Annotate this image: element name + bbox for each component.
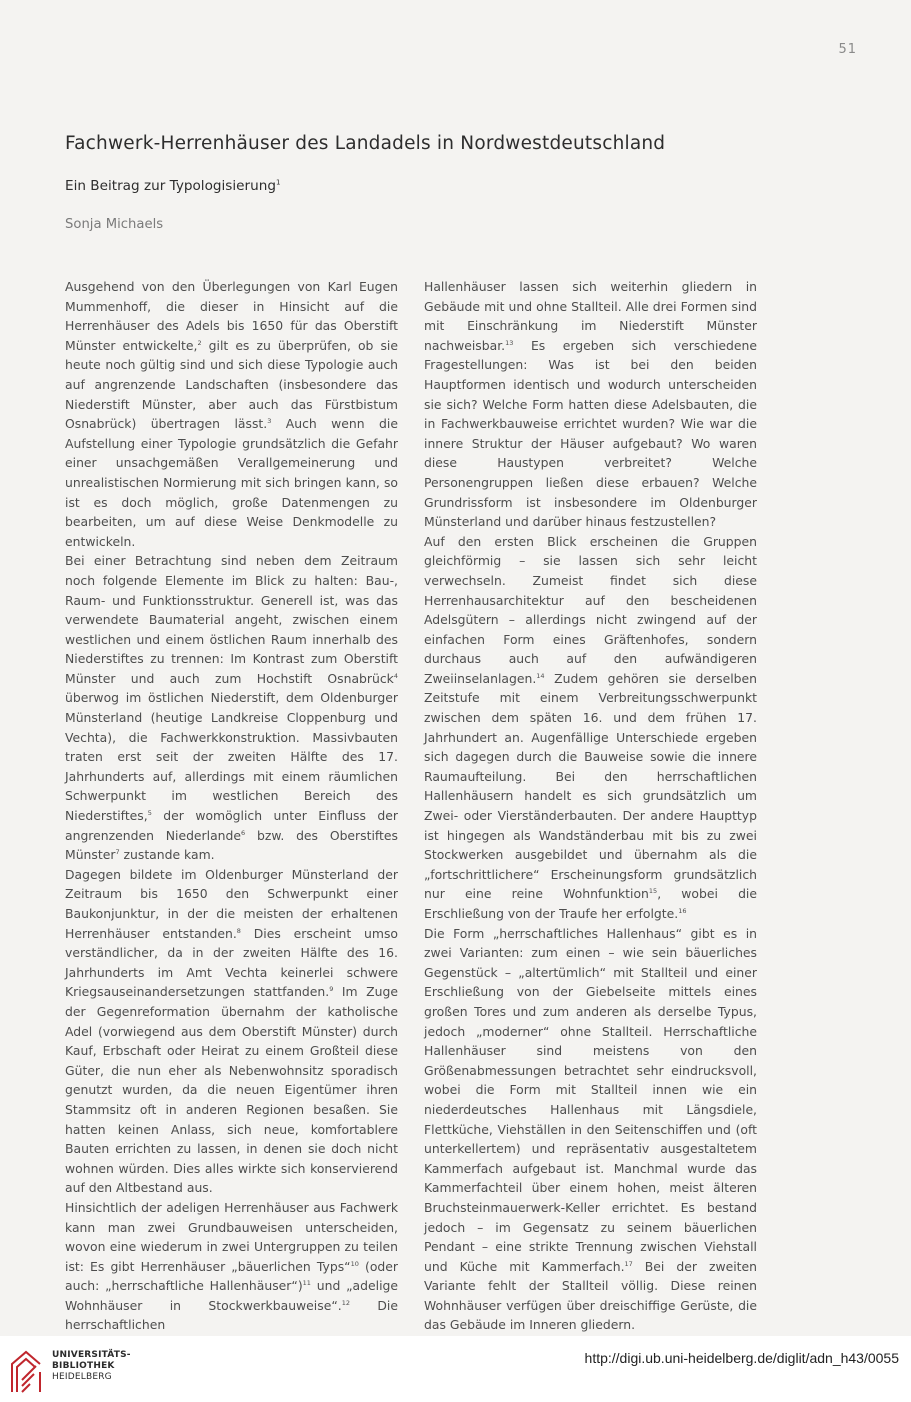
footnote-ref[interactable]: 16 xyxy=(678,906,687,915)
footnote-ref[interactable]: 13 xyxy=(505,338,514,347)
paragraph-text: (oder auch: „herrschaftliche Hallenhäuser“) xyxy=(65,1258,399,1294)
paragraph-text: zustande kam. xyxy=(119,847,215,863)
article-title: Fachwerk-Herrenhäuser des Landadels in Nordwestdeutschland xyxy=(65,133,666,154)
library-name-line: UNIVERSITÄTS- xyxy=(52,1350,131,1360)
author-name: Sonja Michaels xyxy=(65,217,164,232)
body-paragraph xyxy=(65,277,398,551)
body-paragraph xyxy=(65,865,398,1198)
body-paragraph xyxy=(424,277,757,532)
footnote-ref[interactable]: 4 xyxy=(393,671,398,680)
paragraph-text: Hallenhäuser lassen sich weiterhin gliedern in Gebäude mit und ohne Stallteil. Alle drei Formen sind mit Einschränkung im Niederstift Münster nachweisbar. xyxy=(424,279,757,353)
source-url-link[interactable]: http://digi.ub.uni-heidelberg.de/diglit/adn_h43/0055 xyxy=(584,1350,899,1366)
footnote-ref[interactable]: 15 xyxy=(648,887,658,896)
footnote-ref[interactable]: 3 xyxy=(267,417,272,426)
paragraph-text: der womöglich unter Einfluss der angrenzenden Niederlande xyxy=(65,808,398,843)
footer-bar xyxy=(0,1336,911,1402)
paragraph-text: gilt es zu überprüfen, ob sie heute noch gültig sind und sich diese Typologie auch auf angrenzende Landschaften (insbesondere das Niederstift Münster, aber auch das Fürstbistum Osnabrück) übertragen lässt. xyxy=(65,337,398,432)
paragraph-text: Die Form „herrschaftliches Hallenhaus“ gibt es in zwei Varianten: zum einen – wie sein bäuerliches Gegenstück – „altertümlich“ mit Stallteil und einer Erschließung von der Giebelseite mittels eines großen Tores und zum anderen als derselbe Typus, jedoch „moderner“ ohne Stallteil. Herrschaftliche Hallenhäuser sind meistens von den Größenabmessungen betrachtet sehr eindrucksvoll, wobei die Form mit Stallteil innen wie ein niederdeutsches Hallenhaus mit Längsdiele, Flettküche, Viehställen in den Seitenschiffen und (oft unterkellertem) und repräsentativ ausgestaltetem Kammerfach aufgebaut ist. Manchmal wurde das Kammerfachteil über einem hohen, meist älteren Bruchsteinmauerwerk-Keller errichtet. Es bestand jedoch – im Gegensatz zu seinem bäuerlichen Pendant – eine strikte Trennung zwischen Viehstall und Küche mit Kammerfach. xyxy=(424,925,757,1274)
paragraph-text: Ausgehend von den Überlegungen von Karl Eugen Mummenhoff, die dieser in Hinsicht auf die Herrenhäuser des Adels bis 1650 für das Oberstift Münster entwickelte, xyxy=(65,279,398,353)
library-name-line: BIBLIOTHEK xyxy=(52,1361,115,1371)
paragraph-text: , wobei die Erschließung von der Traufe her erfolgte. xyxy=(424,886,757,921)
body-paragraph xyxy=(424,532,757,924)
subtitle-text: Ein Beitrag zur Typologisierung xyxy=(65,178,276,194)
paragraph-text: Zudem gehören sie derselben Zeitstufe mit einem Verbreitungsschwerpunkt zwischen dem späten 16. und dem frühen 17. Jahrhundert an. Augenfällige Unterschiede ergeben sich dagegen durch die Bauweise sowie die innere Raumaufteilung. Bei den herrschaftlichen Hallenhäusern handelt es sich grundsätzlich um Zwei- oder Vierständerbauten. Der andere Haupttyp ist hingegen als Wandständerbau mit bis zu zwei Stockwerken ausgebildet und übernahm als die „fortschrittlichere“ Erscheinungsform grundsätzlich nur eine reine Wohnfunktion xyxy=(424,670,757,902)
library-name xyxy=(52,1350,131,1383)
footnote-ref[interactable]: 1 xyxy=(275,178,281,187)
page-number: 51 xyxy=(838,42,857,57)
footnote-ref[interactable]: 7 xyxy=(115,848,120,857)
left-text-column xyxy=(65,277,398,1335)
paragraph-text: Auch wenn die Aufstellung einer Typologie grundsätzlich die Gefahr einer unsachgemäßen Verallgemeinerung und unrealistischen Normierung mit sich bringen kann, so ist es doch möglich, große Datenmengen zu bearbeiten, um auf diese Weise Denkmodelle zu entwickeln. xyxy=(65,416,398,549)
body-paragraph xyxy=(65,1198,398,1335)
paragraph-text: bzw. des Oberstiftes Münster xyxy=(65,827,398,863)
paragraph-text: Dagegen bildete im Oldenburger Münsterland der Zeitraum bis 1650 den Schwerpunkt einer Baukonjunktur, in der die meisten der erhaltenen Herrenhäuser entstanden. xyxy=(65,866,398,941)
footnote-ref[interactable]: 8 xyxy=(236,926,241,935)
library-name-line: HEIDELBERG xyxy=(52,1372,112,1382)
paragraph-text: überwog im östlichen Niederstift, dem Oldenburger Münsterland (heutige Landkreise Cloppenburg und Vechta), die Fachwerkkonstruktion. Massivbauten traten erst seit der zweiten Hälfte des 17. Jahrhunderts auf, allerdings mit einem räumlichen Schwerpunkt im westlichen Bereich des Niederstiftes, xyxy=(65,690,398,824)
paragraph-text: Hinsichtlich der adeligen Herrenhäuser aus Fachwerk kann man zwei Grundbauweisen unterscheiden, wovon eine wiederum in zwei Untergruppen zu teilen ist: Es gibt Herrenhäuser „bäuerlichen Typs“ xyxy=(65,1199,398,1274)
library-logo-icon xyxy=(10,1348,44,1394)
paragraph-text: Dies erscheint umso verständlicher, da in der zweiten Hälfte des 16. Jahrhunderts im Amt Vechta keinerlei schwere Kriegsauseinandersetzungen stattfanden. xyxy=(65,925,398,1000)
article-subtitle xyxy=(65,178,280,194)
footnote-ref[interactable]: 12 xyxy=(341,1298,350,1307)
footnote-ref[interactable]: 10 xyxy=(350,1259,359,1268)
footnote-ref[interactable]: 2 xyxy=(197,338,202,347)
body-paragraph xyxy=(424,924,757,1335)
footnote-ref[interactable]: 14 xyxy=(536,671,545,680)
paragraph-text: Auf den ersten Blick erscheinen die Gruppen gleichförmig – sie lassen sich sehr leicht verwechseln. Zumeist findet sich diese Herrenhausarchitektur auf den bescheidenen Adelsgütern – allerdings nicht zwingend auf der einfachen Form eines Gräftenhofes, sondern durchaus auch auf den aufwändigeren Zweiinselanlagen. xyxy=(424,533,757,686)
footnote-ref[interactable]: 5 xyxy=(147,808,152,817)
right-text-column xyxy=(424,277,757,1335)
body-paragraph xyxy=(65,551,398,865)
footnote-ref[interactable]: 17 xyxy=(624,1259,633,1268)
paragraph-text: Bei einer Betrachtung sind neben dem Zeitraum noch folgende Elemente im Blick zu halten: Bau-, Raum- und Funktionsstruktur. Generell ist, was das verwendete Baumaterial angeht, zwischen einem westlichen und einem östlichen Raum innerhalb des Niederstiftes zu trennen: Im Kontrast zum Oberstift Münster und auch zum Hochstift Osnabrück xyxy=(65,553,398,686)
paragraph-text: Es ergeben sich verschiedene Fragestellungen: Was ist bei den beiden Hauptformen identisch und wodurch unterscheiden sie sich? Welche Form hatten diese Adelsbauten, die in Fachwerkbauweise errichtet wurden? Wie war die innere Struktur der Häuser aufgebaut? Wo waren diese Haustypen verbreitet? Welche Personengruppen ließen diese erbauen? Welche Grundrissform ist insbesondere im Oldenburger Münsterland und darüber hinaus festzustellen? xyxy=(424,337,757,530)
footnote-ref[interactable]: 6 xyxy=(241,828,246,837)
paragraph-text: Im Zuge der Gegenreformation übernahm der katholische Adel (vorwiegend aus dem Oberstift Münster) durch Kauf, Erbschaft oder Heirat zu einem Großteil diese Güter, die nun eher als Nebenwohnsitz sporadisch genutzt wurden, da die neuen Eigentümer ihren Stammsitz oft in anderen Regionen besaßen. Sie hatten keinen Anlass, sich neue, komfortablere Bauten errichten zu lassen, in denen sie doch nicht wohnen würden. Dies alles wirkte sich konservierend auf den Altbestand aus. xyxy=(65,984,398,1196)
paragraph-text: und „adelige Wohnhäuser in Stockwerkbauweise“. xyxy=(65,1278,398,1313)
paragraph-text: Bei der zweiten Variante fehlt der Stallteil völlig. Diese reinen Wohnhäuser verfügen über dreischiffige Gerüste, die das Gebäude im Inneren gliedern. xyxy=(424,1258,757,1333)
footnote-ref[interactable]: 11 xyxy=(302,1279,311,1288)
footnote-ref[interactable]: 9 xyxy=(329,985,334,994)
paragraph-text: Die herrschaftlichen xyxy=(65,1297,398,1333)
